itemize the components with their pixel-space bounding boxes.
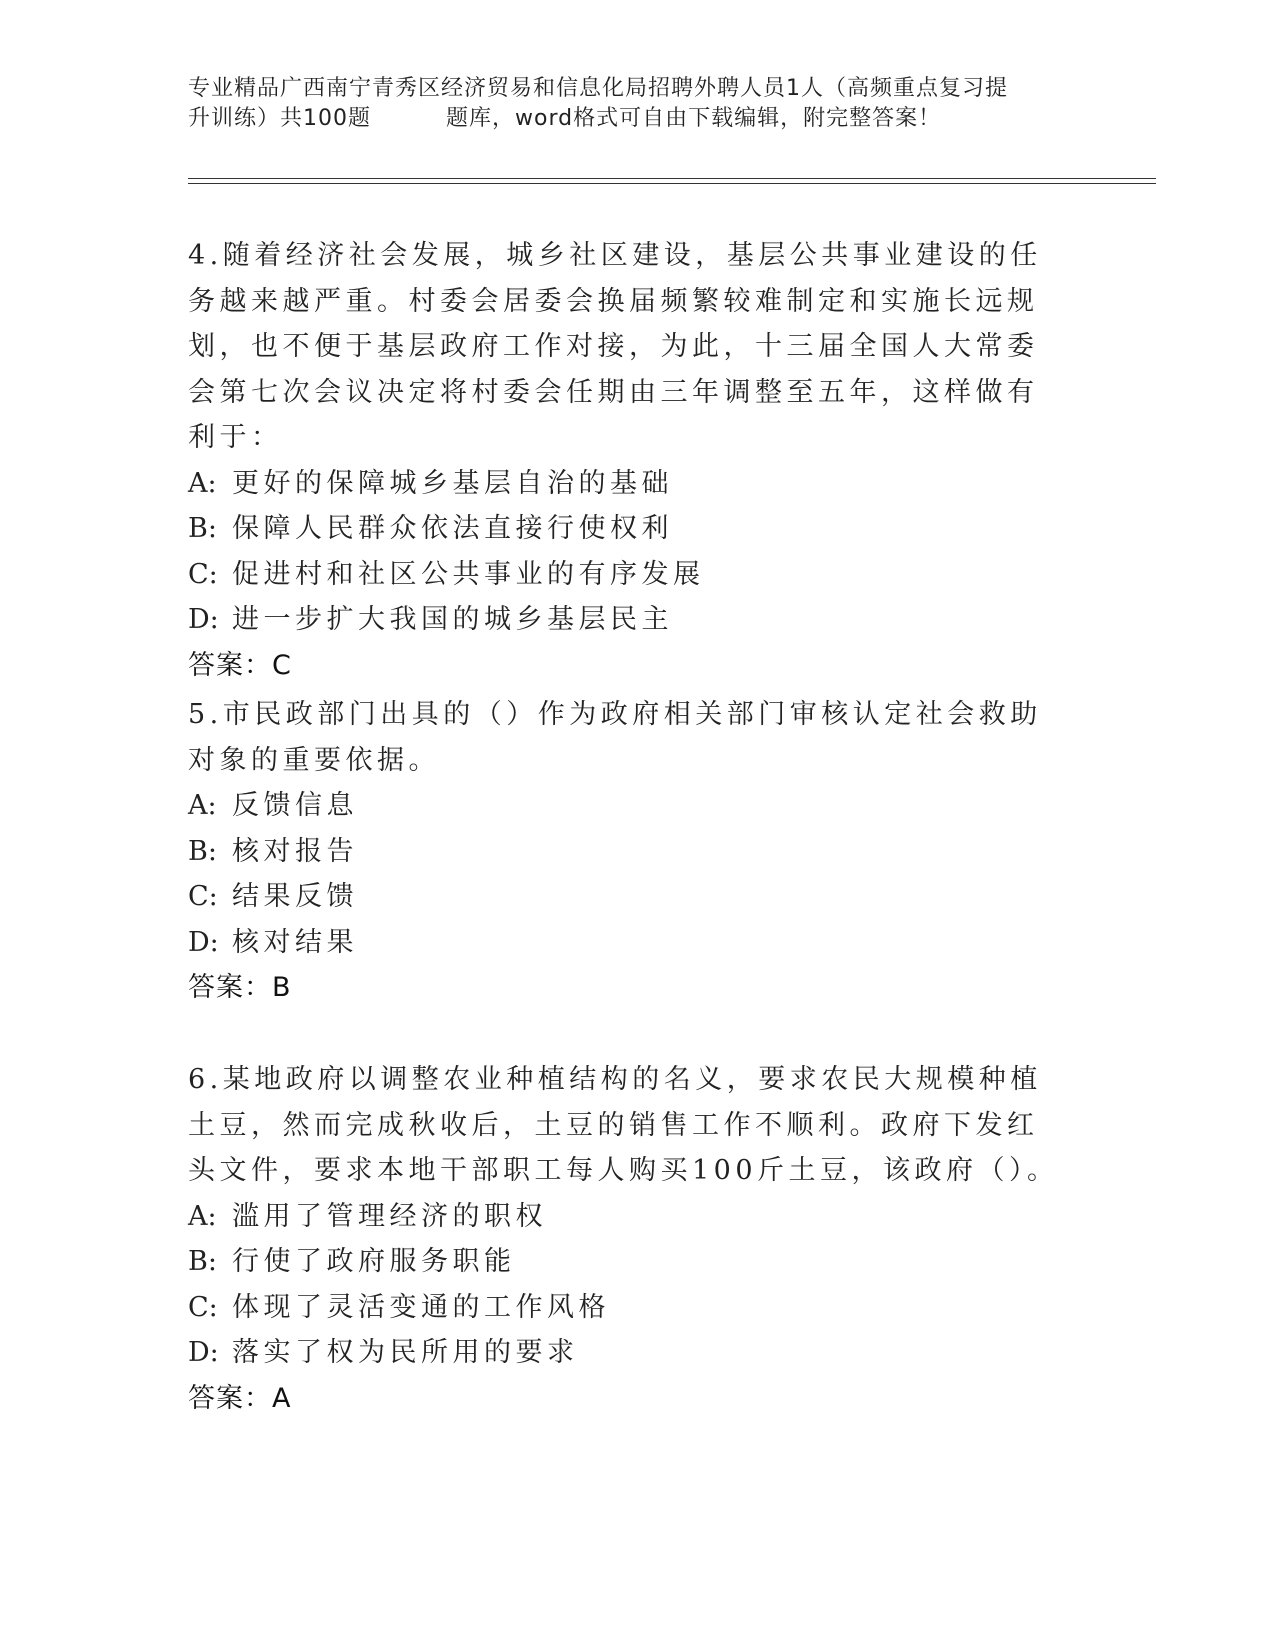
option-key: C: — [188, 881, 218, 912]
option-b — [188, 1239, 1068, 1285]
option-key: B: — [188, 1246, 217, 1277]
question-stem: 4.随着经济社会发展，城乡社区建设，基层公共事业建设的任务越来越严重。村委会居委会换届频繁较难制定和实施长远规划，也不便于基层政府工作对接，为此，十三届全国人大常委会第七次会议决定将村委会任期由三年调整至五年，这样做有利于： — [188, 240, 1042, 453]
answer-line: 答案：C — [188, 649, 292, 681]
question-4 — [188, 233, 1068, 688]
header-divider-top — [188, 178, 1156, 179]
header-divider-bottom — [188, 183, 1156, 184]
option-d — [188, 597, 1068, 643]
answer-line: 答案：A — [188, 1382, 292, 1414]
option-key: C: — [188, 558, 218, 590]
question-5 — [188, 692, 1068, 1011]
option-a — [188, 783, 1068, 829]
option-text: 结果反馈 — [232, 881, 358, 912]
option-text: 促进村和社区公共事业的有序发展 — [232, 558, 705, 590]
option-c — [188, 874, 1068, 920]
option-key: D: — [188, 926, 219, 958]
header-line-2 — [188, 104, 1088, 134]
question-stem: 6.某地政府以调整农业种植结构的名义，要求农民大规模种植土豆，然而完成秋收后，土豆的销售工作不顺利。政府下发红头文件，要求本地干部职工每人购买100斤土豆，该政府（）。 — [188, 1064, 1059, 1186]
option-key: B: — [188, 835, 217, 867]
option-d — [188, 1330, 1068, 1376]
option-b — [188, 506, 1068, 552]
answer-line: 答案：B — [188, 972, 292, 1003]
header-line-1: 专业精品广西南宁青秀区经济贸易和信息化局招聘外聘人员1人（高频重点复习提 — [188, 76, 1008, 101]
option-a — [188, 461, 1068, 507]
option-text: 进一步扩大我国的城乡基层民主 — [232, 604, 673, 635]
option-key: D: — [188, 604, 219, 635]
option-key: D: — [188, 1337, 219, 1368]
question-stem: 5.市民政部门出具的（）作为政府相关部门审核认定社会救助对象的重要依据。 — [188, 699, 1042, 776]
option-text: 行使了政府服务职能 — [232, 1246, 516, 1277]
option-key: B: — [188, 513, 217, 544]
option-c — [188, 1285, 1068, 1331]
option-text: 落实了权为民所用的要求 — [232, 1337, 579, 1368]
option-key: A: — [188, 467, 217, 499]
option-text: 保障人民群众依法直接行使权利 — [232, 513, 673, 544]
option-a — [188, 1194, 1068, 1240]
option-key: C: — [188, 1291, 218, 1323]
question-6 — [188, 1057, 1068, 1421]
option-text: 反馈信息 — [232, 790, 358, 821]
option-text: 更好的保障城乡基层自治的基础 — [232, 467, 673, 499]
option-d — [188, 920, 1068, 966]
header-line-2-right: 题库，word格式可自由下载编辑，附完整答案！ — [446, 106, 942, 131]
option-text: 滥用了管理经济的职权 — [232, 1200, 547, 1232]
option-key: A: — [188, 790, 217, 821]
document-header — [188, 74, 1088, 134]
option-key: A: — [188, 1200, 217, 1232]
option-b — [188, 829, 1068, 875]
option-text: 核对结果 — [232, 926, 358, 958]
header-line-2-left: 升训练）共100题 — [188, 106, 371, 131]
option-text: 核对报告 — [232, 835, 358, 867]
option-text: 体现了灵活变通的工作风格 — [232, 1291, 610, 1323]
option-c — [188, 552, 1068, 598]
